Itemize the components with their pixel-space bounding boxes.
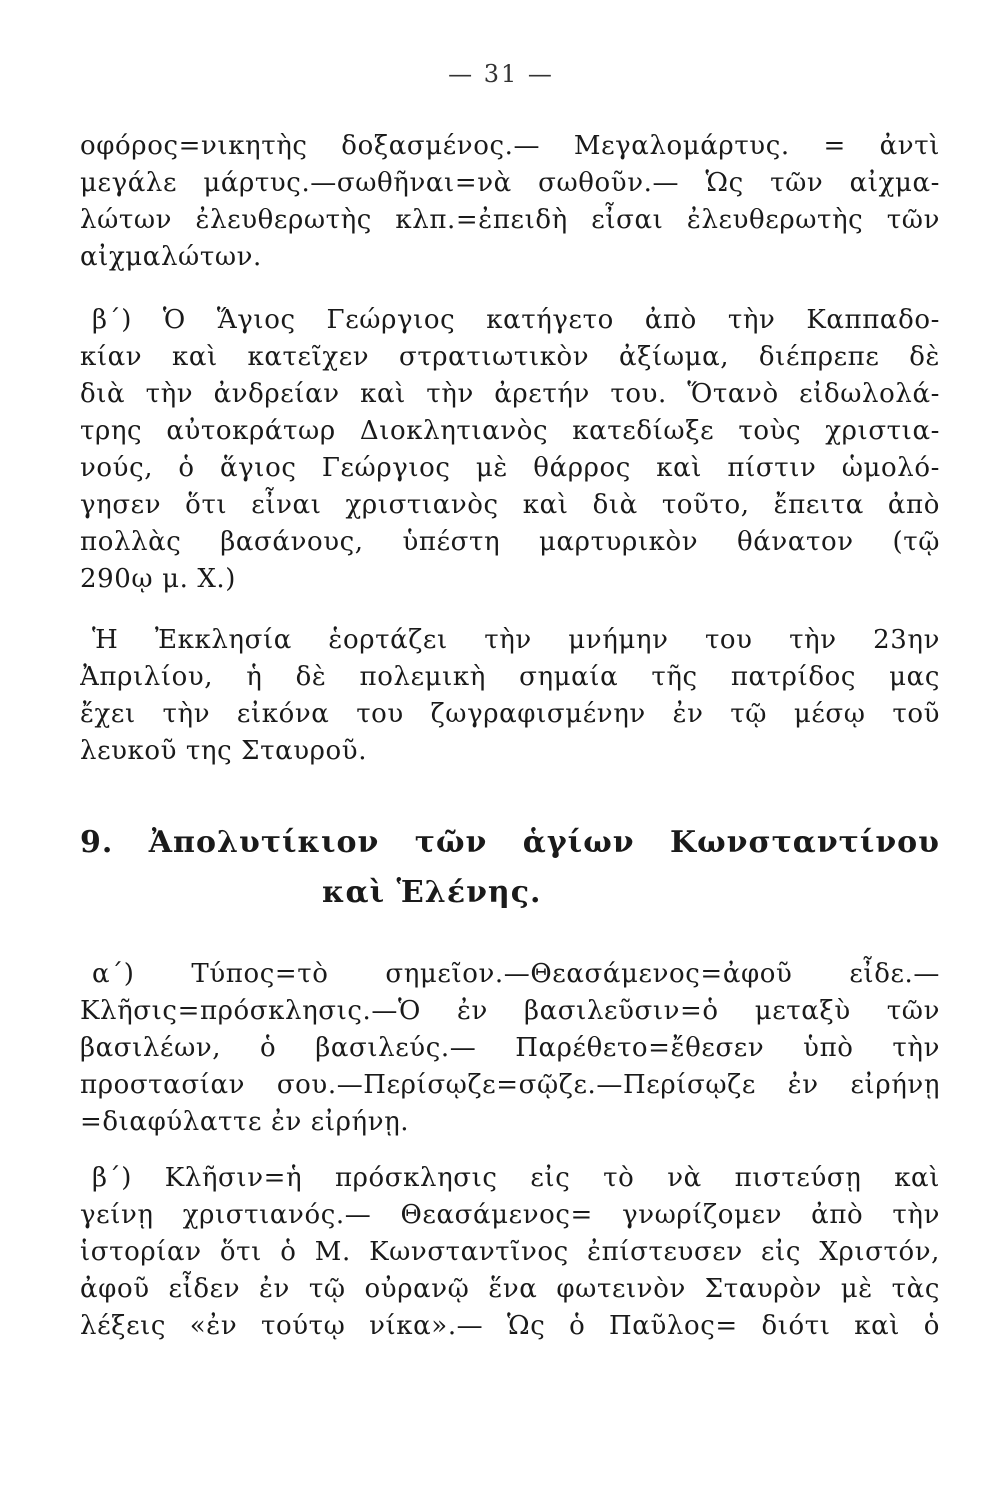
text-line: =διαφύλαττε ἐν εἰρήνῃ. — [80, 1107, 410, 1137]
text-line: τρης αὐτοκράτωρ Διοκλητιανὸς κατεδίωξε τοὺς χριστια- — [80, 416, 940, 446]
text-line: προστασίαν σου.—Περίσῳζε=σῷζε.—Περίσῳζε ἐν εἰρήνῃ — [80, 1070, 940, 1100]
text-line: ἀφοῦ εἶδεν ἐν τῷ οὐρανῷ ἕνα φωτεινὸν Σταυρὸν μὲ τὰς — [80, 1274, 940, 1304]
text-line: μεγάλε μάρτυς.—σωθῆναι=νὰ σωθοῦν.— Ὡς τῶν αἰχμα- — [80, 168, 940, 198]
heading-line-2: καὶ Ἑλένης. — [322, 875, 542, 910]
text-line: ἱστορίαν ὅτι ὁ Μ. Κωνσταντῖνος ἐπίστευσεν εἰς Χριστόν, — [80, 1237, 940, 1267]
page-number: — 31 — — [448, 60, 554, 88]
text-line: αἰχμαλώτων. — [80, 242, 262, 272]
text-line: ἔχει τὴν εἰκόνα του ζωγραφισμένην ἐν τῷ μέσῳ τοῦ — [80, 699, 940, 729]
text-line: οφόρος=νικητὴς δοξασμένος.— Μεγαλομάρτυς. = ἀντὶ — [80, 131, 940, 161]
text-line: Ἀπριλίου, ἡ δὲ πολεμικὴ σημαία τῆς πατρίδος μας — [80, 662, 940, 692]
text-line: λευκοῦ της Σταυροῦ. — [80, 736, 368, 766]
text-line: λώτων ἐλευθερωτὴς κλπ.=ἐπειδὴ εἶσαι ἐλευθερωτὴς τῶν — [80, 205, 940, 235]
text-line: κίαν καὶ κατεῖχεν στρατιωτικὸν ἀξίωμα, διέπρεπε δὲ — [80, 342, 940, 372]
text-line: Κλῆσις=πρόσκλησις.—Ὁ ἐν βασιλεῦσιν=ὁ μεταξὺ τῶν — [80, 996, 940, 1026]
paragraph-1 — [80, 128, 940, 276]
text-line: λέξεις «ἐν τούτῳ νίκα».— Ὡς ὁ Παῦλος= διότι καὶ ὁ — [80, 1311, 940, 1341]
paragraph-3 — [80, 622, 940, 770]
section-heading — [80, 818, 940, 918]
text-line: β΄) Κλῆσιν=ἡ πρόσκλησις εἰς τὸ νὰ πιστεύσῃ καὶ — [92, 1163, 940, 1193]
text-line: α΄) Τύπος=τὸ σημεῖον.—Θεασάμενος=ἀφοῦ εἶδε.— — [92, 959, 940, 989]
text-line: 290ῳ μ. Χ.) — [80, 564, 237, 594]
text-line: πολλὰς βασάνους, ὑπέστη μαρτυρικὸν θάνατον (τῷ — [80, 527, 940, 557]
paragraph-2 — [80, 302, 940, 598]
text-line: β΄) Ὁ Ἅγιος Γεώργιος κατήγετο ἀπὸ τὴν Καππαδο- — [92, 305, 940, 335]
text-line: γησεν ὅτι εἶναι χριστιανὸς καὶ διὰ τοῦτο, ἔπειτα ἀπὸ — [80, 490, 940, 520]
text-line: Ἡ Ἐκκλησία ἑορτάζει τὴν μνήμην του τὴν 23ην — [92, 625, 940, 655]
text-line: νούς, ὁ ἅγιος Γεώργιος μὲ θάρρος καὶ πίστιν ὡμολό- — [80, 453, 940, 483]
paragraph-5 — [80, 1160, 940, 1345]
heading-line-1: 9. Ἀπολυτίκιον τῶν ἁγίων Κωνσταντίνου — [80, 825, 940, 860]
text-line: βασιλέων, ὁ βασιλεύς.— Παρέθετο=ἔθεσεν ὑπὸ τὴν — [80, 1033, 940, 1063]
paragraph-4 — [80, 956, 940, 1141]
text-line: γείνῃ χριστιανός.— Θεασάμενος= γνωρίζομεν ἀπὸ τὴν — [80, 1200, 940, 1230]
text-line: διὰ τὴν ἀνδρείαν καὶ τὴν ἀρετήν του. Ὅτανὸ εἰδωλολά- — [80, 379, 940, 409]
